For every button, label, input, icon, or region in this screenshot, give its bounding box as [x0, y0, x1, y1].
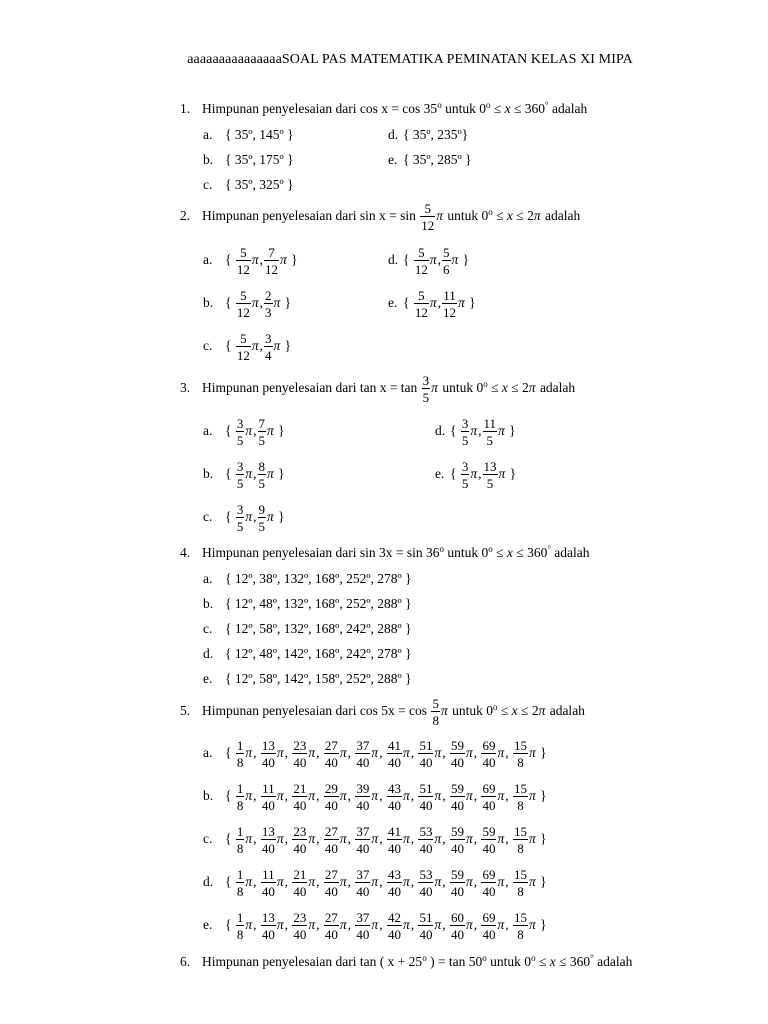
fraction: $\frac{15}{8}$	[514, 867, 527, 899]
fraction: $\frac{41}{40}$	[387, 824, 401, 856]
fraction: $\frac{59}{40}$	[450, 867, 464, 899]
q2-option-d: d. { $\frac{5}{12}$ π, $\frac{5}{6}$ π }	[388, 245, 470, 277]
fraction: $\frac{39}{40}$	[356, 781, 370, 813]
fraction: $\frac{60}{40}$	[450, 910, 464, 942]
fraction: $\frac{1}{8}$	[236, 781, 244, 813]
fraction: $\frac{13}{40}$	[261, 910, 275, 942]
q3-option-b: b. { $\frac{3}{5}$ π, $\frac{8}{5}$ π }	[203, 459, 285, 491]
q3-option-a: a. { $\frac{3}{5}$ π, $\frac{7}{5}$ π }	[203, 416, 285, 448]
fraction: $\frac{1}{8}$	[236, 867, 244, 899]
fraction: $\frac{69}{40}$	[482, 867, 496, 899]
fraction: $\frac{51}{40}$	[419, 781, 433, 813]
q5-option-d: d. { $\frac{1}{8}$ π, $\frac{11}{40}$ π, $\frac{21}{40}$ π, $\frac{27}{40}$ π, $\frac{37}{40}$ π, $\frac{43}{40}$ π, $\frac{53}{40}$ π, $\frac{59}{40}$ π, $\frac{69}{40}$ π, $\frac{15}{8}$ π }	[203, 867, 547, 899]
fraction: $\frac{59}{40}$	[450, 781, 464, 813]
q1-option-a: a. { 35º, 145º }	[203, 127, 294, 142]
fraction: $\frac{23}{40}$	[293, 910, 307, 942]
fraction: $\frac{15}{8}$	[514, 738, 527, 770]
q4-option-d: d. { 12º, 48º, 142º, 168º, 242º, 278º }	[203, 646, 412, 661]
question-6: 6. Himpunan penyelesaian dari tan ( $x + 25^o$ ) = tan 50$^o$ untuk 0$^o$ ≤ x ≤ 360° adalah	[180, 953, 633, 969]
q1-option-e: e. { 35º, 285º }	[388, 152, 472, 167]
fraction: $\frac{27}{40}$	[324, 910, 338, 942]
question-1: 1. Himpunan penyelesaian dari cos x = cos 35$^o$ untuk 0$^o$ ≤ x ≤ 360° adalah	[180, 100, 588, 116]
q4-option-a: a. { 12º, 38º, 132º, 168º, 252º, 278º }	[203, 571, 412, 586]
q4-option-c: c. { 12º, 58º, 132º, 168º, 242º, 288º }	[203, 621, 412, 636]
fraction: $\frac{15}{8}$	[514, 824, 527, 856]
fraction: $\frac{51}{40}$	[419, 910, 433, 942]
q3-option-d: d. { $\frac{3}{5}$ π, $\frac{11}{5}$ π }	[435, 416, 516, 448]
q5-option-a: a. { $\frac{1}{8}$ π, $\frac{13}{40}$ π, $\frac{23}{40}$ π, $\frac{27}{40}$ π, $\frac{37}{40}$ π, $\frac{41}{40}$ π, $\frac{51}{40}$ π, $\frac{59}{40}$ π, $\frac{69}{40}$ π, $\frac{15}{8}$ π }	[203, 738, 547, 770]
question-4: 4. Himpunan penyelesaian dari sin 3x = sin 36$^o$ untuk 0$^o$ ≤ x ≤ 360° adalah	[180, 544, 590, 560]
question-2: 2. Himpunan penyelesaian dari sin x = sin $\frac{5}{12}$ π untuk 0$^o$ ≤ x ≤ 2π adalah	[180, 201, 581, 233]
fraction: $\frac{37}{40}$	[356, 910, 370, 942]
fraction: $\frac{21}{40}$	[293, 867, 307, 899]
fraction: $\frac{37}{40}$	[356, 824, 370, 856]
q5-option-b: b. { $\frac{1}{8}$ π, $\frac{11}{40}$ π, $\frac{21}{40}$ π, $\frac{29}{40}$ π, $\frac{39}{40}$ π, $\frac{43}{40}$ π, $\frac{51}{40}$ π, $\frac{59}{40}$ π, $\frac{69}{40}$ π, $\frac{15}{8}$ π }	[203, 781, 547, 813]
fraction: $\frac{59}{40}$	[450, 824, 464, 856]
fraction: $\frac{69}{40}$	[482, 781, 496, 813]
fraction: $\frac{37}{40}$	[356, 738, 370, 770]
q2-option-e: e. { $\frac{5}{12}$ π, $\frac{11}{12}$ π }	[388, 288, 476, 320]
q4-option-e: e. { 12º, 58º, 142º, 158º, 252º, 288º }	[203, 671, 412, 686]
fraction: $\frac{37}{40}$	[356, 867, 370, 899]
fraction: $\frac{1}{8}$	[236, 738, 244, 770]
fraction: $\frac{23}{40}$	[293, 824, 307, 856]
fraction: $\frac{51}{40}$	[419, 738, 433, 770]
fraction: $\frac{11}{40}$	[261, 867, 275, 899]
q5-option-c: c. { $\frac{1}{8}$ π, $\frac{13}{40}$ π, $\frac{23}{40}$ π, $\frac{27}{40}$ π, $\frac{37}{40}$ π, $\frac{41}{40}$ π, $\frac{53}{40}$ π, $\frac{59}{40}$ π, $\frac{59}{40}$ π, $\frac{15}{8}$ π }	[203, 824, 547, 856]
q1-option-c: c. { 35º, 325º }	[203, 177, 294, 192]
q5-option-e: e. { $\frac{1}{8}$ π, $\frac{13}{40}$ π, $\frac{23}{40}$ π, $\frac{27}{40}$ π, $\frac{37}{40}$ π, $\frac{42}{40}$ π, $\frac{51}{40}$ π, $\frac{60}{40}$ π, $\frac{69}{40}$ π, $\frac{15}{8}$ π }	[203, 910, 547, 942]
q2-option-c: c. { $\frac{5}{12}$ π, $\frac{3}{4}$ π }	[203, 331, 292, 363]
page-title: aaaaaaaaaaaaaaaSOAL PAS MATEMATIKA PEMINATAN KELAS XI MIPA	[187, 52, 633, 67]
fraction: $\frac{11}{40}$	[261, 781, 275, 813]
fraction: $\frac{13}{40}$	[261, 738, 275, 770]
fraction: $\frac{53}{40}$	[419, 824, 433, 856]
fraction: $\frac{59}{40}$	[482, 824, 496, 856]
fraction: $\frac{1}{8}$	[236, 824, 244, 856]
fraction: $\frac{27}{40}$	[324, 738, 338, 770]
q4-option-b: b. { 12º, 48º, 132º, 168º, 252º, 288º }	[203, 596, 412, 611]
q3-option-e: e. { $\frac{3}{5}$ π, $\frac{13}{5}$ π }	[435, 459, 517, 491]
fraction: $\frac{27}{40}$	[324, 867, 338, 899]
fraction: $\frac{59}{40}$	[450, 738, 464, 770]
fraction: $\frac{53}{40}$	[419, 867, 433, 899]
fraction: $\frac{1}{8}$	[236, 910, 244, 942]
fraction: $\frac{23}{40}$	[293, 738, 307, 770]
q3-option-c: c. { $\frac{3}{5}$ π, $\frac{9}{5}$ π }	[203, 502, 285, 534]
fraction: $\frac{43}{40}$	[387, 781, 401, 813]
fraction: $\frac{69}{40}$	[482, 738, 496, 770]
q1-option-b: b. { 35º, 175º }	[203, 152, 294, 167]
question-5: 5. Himpunan penyelesaian dari cos 5x = cos $\frac{5}{8}$ π untuk 0$^o$ ≤ x ≤ 2π adalah	[180, 696, 585, 728]
fraction: $\frac{29}{40}$	[324, 781, 338, 813]
fraction: $\frac{15}{8}$	[514, 910, 527, 942]
q2-option-b: b. { $\frac{5}{12}$ π, $\frac{2}{3}$ π }	[203, 288, 292, 320]
fraction: $\frac{27}{40}$	[324, 824, 338, 856]
fraction: $\frac{69}{40}$	[482, 910, 496, 942]
fraction: $\frac{21}{40}$	[293, 781, 307, 813]
question-3: 3. Himpunan penyelesaian dari tan x = tan $\frac{3}{5}$ π untuk 0$^o$ ≤ x ≤ 2π adalah	[180, 373, 576, 405]
fraction: $\frac{15}{8}$	[514, 781, 527, 813]
fraction: $\frac{41}{40}$	[387, 738, 401, 770]
fraction: $\frac{42}{40}$	[387, 910, 401, 942]
q1-option-d: d. { 35º, 235º}	[388, 127, 469, 142]
q2-option-a: a. { $\frac{5}{12}$ π, $\frac{7}{12}$ π }	[203, 245, 298, 277]
fraction: $\frac{43}{40}$	[387, 867, 401, 899]
fraction: $\frac{13}{40}$	[261, 824, 275, 856]
